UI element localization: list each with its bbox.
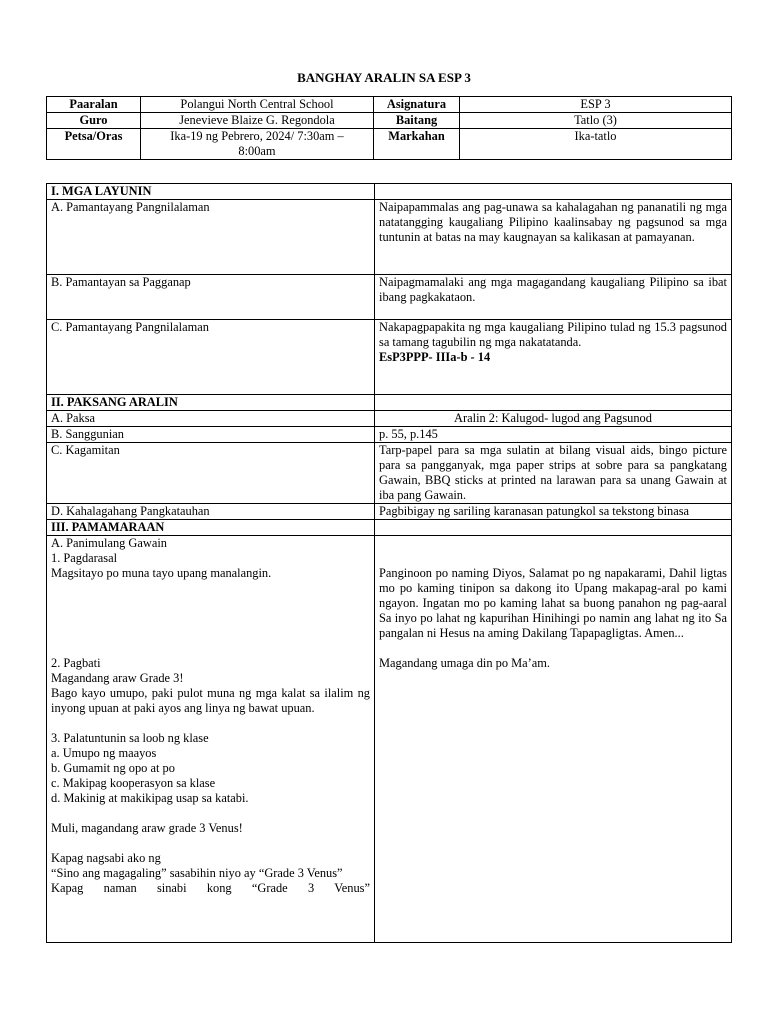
sino-text: “Sino ang magagaling” sasabihin niyo ay “Grade 3 Venus” [51,866,343,880]
table-row [47,275,732,320]
kapag-naman-text: Kapag naman sinabi kong “Grade 3 Venus” [51,881,370,895]
page-title: BANGHAY ARALIN SA ESP 3 [297,70,471,85]
empty-cell [375,520,732,536]
paaralan-value: Polangui North Central School [141,97,374,113]
table-row [47,504,732,520]
table-row [47,411,732,427]
asignatura-label: Asignatura [374,97,460,113]
kapag-text: Kapag nagsabi ako ng [51,851,161,865]
petsa-value-line-2: 8:00am [238,144,276,158]
layunin-b-value: Naipagmamalaki ang mga magagandang kaugaliang Pilipino sa ibat ibang pagkakataon. [375,275,732,320]
teacher-activity-cell [47,536,375,943]
spacer [51,581,370,656]
asignatura-value: ESP 3 [460,97,732,113]
paaralan-label: Paaralan [47,97,141,113]
petsa-value [141,129,374,160]
rule-item: b. Gumamit ng opo at po [51,761,175,775]
kahalagahan-label: D. Kahalagahang Pangkatauhan [47,504,375,520]
spacer [379,641,727,656]
sanggunian-label: B. Sanggunian [47,427,375,443]
markahan-label: Markahan [374,129,460,160]
competency-code: EsP3PPP- IIIa-b - 14 [379,350,491,364]
table-row [47,536,732,943]
table-row [47,443,732,504]
spacer [51,836,370,851]
student-activity-cell [375,536,732,943]
spacer [51,806,370,821]
kahalagahan-value: Pagbibigay ng sariling karanasan patungkol sa tekstong binasa [375,504,732,520]
kagamitan-label: C. Kagamitan [47,443,375,504]
layunin-b-label: B. Pamantayan sa Pagganap [47,275,375,320]
layunin-a-value: Naipapammalas ang pag-unawa sa kahalagahan ng pananatili ng mga natatangging kaugaliang Pilipino kaalinsabay ng pagsunod sa mga tuntunin at batas na may kaugnayan sa kalikasan at pamayanan. [375,200,732,275]
paksa-value: Aralin 2: Kalugod- lugod ang Pagsunod [375,411,732,427]
layunin-a-label: A. Pamantayang Pangnilalaman [47,200,375,275]
sagot-bati-text: Magandang umaga din po Ma’am. [379,656,551,670]
rule-item: c. Makipag kooperasyon sa klase [51,776,216,790]
section-heading-row [47,184,732,200]
layunin-c-label: C. Pamantayang Pangnilalaman [47,320,375,395]
bago-umupo-text: Bago kayo umupo, paki pulot muna ng mga kalat sa ilalim ng inyong upuan at paki ayos ang linya ng bawat upuan. [51,686,370,715]
spacer [379,536,727,566]
muli-text: Muli, magandang araw grade 3 Venus! [51,821,243,835]
paksang-heading: II. PAKSANG ARALIN [47,395,375,411]
lesson-plan-table [46,183,732,943]
table-row [47,320,732,395]
info-row [47,113,732,129]
rule-item: a. Umupo ng maayos [51,746,157,760]
panimulang-gawain: A. Panimulang Gawain [51,536,167,550]
section-heading-row [47,395,732,411]
pamamaraan-heading: III. PAMAMARAAN [47,520,375,536]
section-heading-row [47,520,732,536]
petsa-value-line-1: Ika-19 ng Pebrero, 2024/ 7:30am – [170,129,344,143]
spacer [51,716,370,731]
empty-cell [375,184,732,200]
manalangin-text: Magsitayo po muna tayo upang manalangin. [51,566,272,580]
table-row [47,200,732,275]
info-table [46,96,732,160]
sanggunian-value: p. 55, p.145 [375,427,732,443]
guro-value: Jenevieve Blaize G. Regondola [141,113,374,129]
pagbati-heading: 2. Pagbati [51,656,101,670]
empty-cell [375,395,732,411]
layunin-c-value: Nakapagpapakita ng mga kaugaliang Pilipino tulad ng 15.3 pagsunod sa tamang tagubilin ng mga nakatatanda. [379,320,727,349]
pagdarasal-heading: 1. Pagdarasal [51,551,118,565]
prayer-text: Panginoon po naming Diyos, Salamat po ng napakarami, Dahil ligtas mo po kaming tinipon sa dakong ito Upang makapag-aral po kami ngayon. Ingatan mo po kaming lahat sa buong panahon ng pag-aaral Sa inyo po lahat ng kapurihan Hinihingi po namin ang lahat ng ito Sa pangalan ni Hesus na aming Dakilang Tapapagligtas. Amen... [379,566,727,640]
layunin-heading: I. MGA LAYUNIN [47,184,375,200]
baitang-label: Baitang [374,113,460,129]
info-row [47,129,732,160]
table-row [47,427,732,443]
magandang-araw-text: Magandang araw Grade 3! [51,671,184,685]
markahan-value: Ika-tatlo [460,129,732,160]
palatuntunin-heading: 3. Palatuntunin sa loob ng klase [51,731,209,745]
info-row [47,97,732,113]
kagamitan-value: Tarp-papel para sa mga sulatin at bilang visual aids, bingo picture para sa pangganyak, mga paper strips at sobre para sa pangkatang Gawain, BBQ sticks at printed na larawan para sa unang Gawain at iba pang Gawain. [375,443,732,504]
layunin-c-cell [375,320,732,395]
baitang-value: Tatlo (3) [460,113,732,129]
rule-item: d. Makinig at makikipag usap sa katabi. [51,791,249,805]
paksa-label: A. Paksa [47,411,375,427]
petsa-label: Petsa/Oras [47,129,141,160]
guro-label: Guro [47,113,141,129]
